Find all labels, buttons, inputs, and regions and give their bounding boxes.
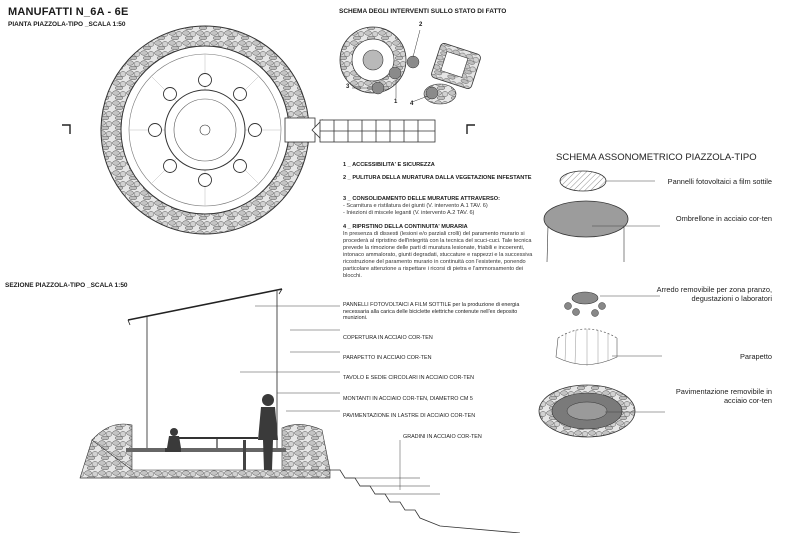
schema-drawing [340, 27, 482, 104]
axo-label-umbrella: Ombrellone in acciaio cor-ten [675, 214, 772, 223]
schema-marker-4: 4 [410, 101, 414, 107]
section-title: SEZIONE PIAZZOLA-TIPO _SCALA 1:50 [5, 282, 128, 289]
axo-label-furniture: Arredo removibile per zona pranzo, degustazioni o laboratori [656, 285, 772, 303]
intervention-1 [343, 162, 533, 169]
axonometric-drawing [539, 171, 665, 437]
schema-marker-1: 1 [394, 99, 398, 105]
intervention-4 [343, 224, 535, 280]
intervention-2 [343, 175, 533, 182]
intervention-3-head: 3 _ CONSOLIDAMENTO DELLE MURATURE ATTRAVERSO: [343, 196, 500, 202]
intervention-4-body: In presenza di dissesti (lesioni e/o parziali crolli) del paramento murario si procederà al ripristino dell'integrità con la tecnica del scuci-cuci. Tale tecnica prevede la rimozione delle parti di muratura lesionate, friabili e incoerenti, intonaco ammalorato, giunti degradati, stuccature e rappezzi e la successiva ricostruzione del paramento murario in continuità con l'esistente, ponendo particolare attenzione a rispettare i ricorsi di pietra e l'ammorsamento dei blocchi. [343, 231, 533, 279]
section-label-roof: COPERTURA IN ACCIAIO COR-TEN [343, 335, 433, 341]
axo-label-paving: Pavimentazione removibile in acciaio cor-ten [675, 387, 772, 405]
section-drawing [80, 289, 520, 533]
intervention-3-body: - Scarnitura e ristilatura dei giunti (V. intervento A.1 TAV. 6) - Iniezioni di miscele leganti (V. intervento A.2 TAV. 6) [343, 203, 488, 216]
axo-label-parapet: Parapetto [739, 352, 772, 361]
intervention-3 [343, 196, 533, 217]
plan-title: PIANTA PIAZZOLA-TIPO _SCALA 1:50 [8, 21, 126, 28]
schema-marker-2: 2 [419, 22, 423, 28]
intervention-4-head: 4 _ RIPRSTINO DELLA CONTINUITA' MURARIA [343, 224, 468, 230]
section-label-solar: PANNELLI FOTOVOLTAICI A FILM SOTTILE per la produzione di energia necessaria alla carica delle biciclette elettriche contenute nell'ex deposito munizioni. [343, 302, 520, 321]
intervention-2-head: 2 _ PULITURA DELLA MURATURA DALLA VEGETAZIONE INFESTANTE [343, 175, 532, 181]
section-label-table: TAVOLO E SEDIE CIRCOLARI IN ACCIAIO COR-TEN [343, 375, 474, 381]
section-label-paving: PAVIMENTAZIONE IN LASTRE DI ACCIAIO COR-TEN [343, 413, 476, 419]
page-title: MANUFATTI N_6A - 6E [8, 6, 129, 18]
axo-label-solar: Pannelli fotovoltaici a film sottile [667, 177, 772, 186]
schema-title: SCHEMA DEGLI INTERVENTI SULLO STATO DI FATTO [339, 8, 507, 15]
schema-marker-3: 3 [346, 84, 350, 90]
section-label-parapet: PARAPETTO IN ACCIAIO COR-TEN [343, 355, 432, 361]
section-label-posts: MONTANTI IN ACCIAIO COR-TEN, DIAMETRO CM 5 [343, 396, 473, 402]
section-label-steps: GRADINI IN ACCIAIO COR-TEN [403, 434, 482, 440]
intervention-1-head: 1 _ ACCESSIBILITA' E SICUREZZA [343, 162, 435, 168]
axonometric-title: SCHEMA ASSONOMETRICO PIAZZOLA-TIPO [556, 152, 757, 163]
